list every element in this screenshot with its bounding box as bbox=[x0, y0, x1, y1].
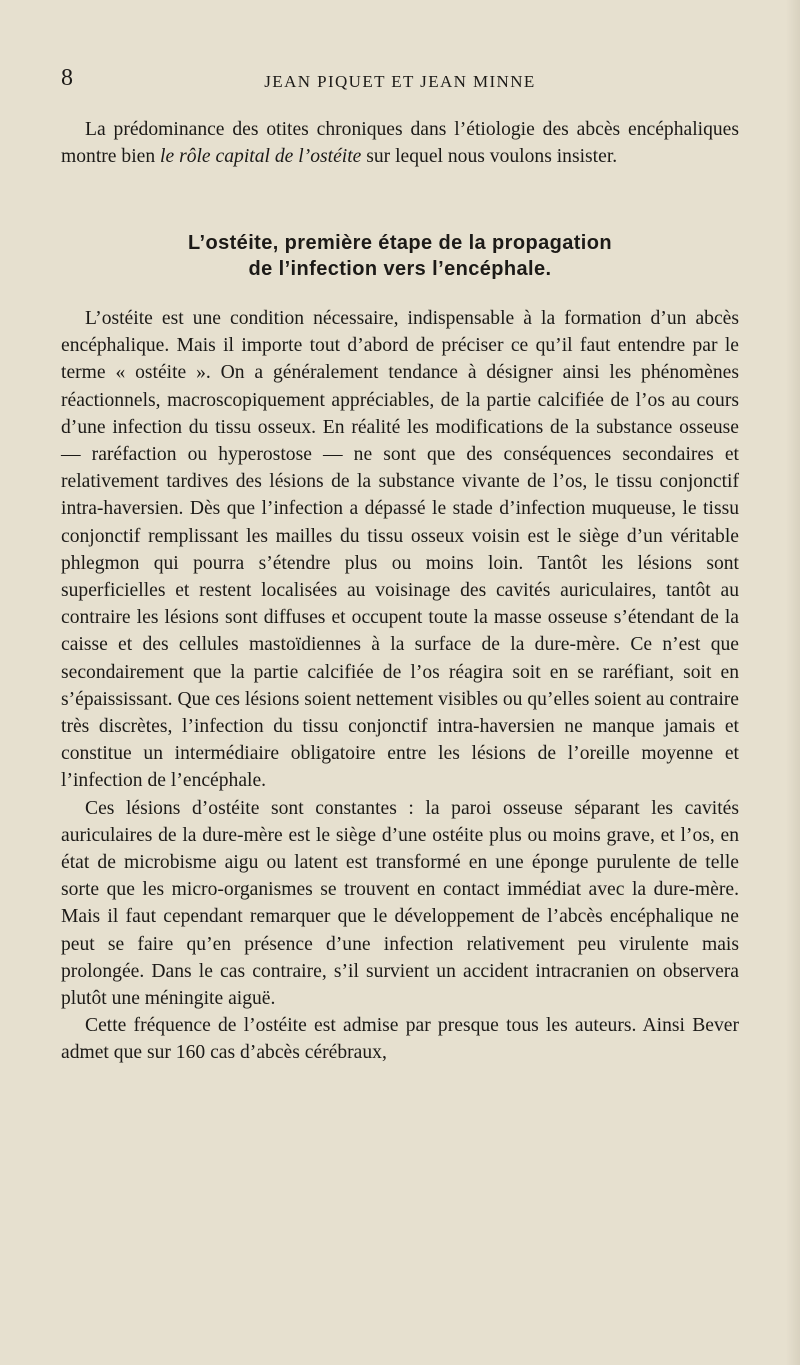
paragraph: Cette fréquence de l’ostéite est admise par presque tous les auteurs. Ainsi Bever admet que sur 160 cas d’abcès cérébraux, bbox=[61, 1015, 739, 1064]
intro-emphasis: le rôle capital de l’ostéite bbox=[160, 146, 362, 168]
section-heading-line-2: de l’infection vers l’encéphale. bbox=[248, 258, 552, 280]
page-number: 8 bbox=[61, 65, 73, 91]
page-edge-shadow bbox=[786, 0, 800, 1365]
intro-text-start: La prédominance des otites chroniques dans l’étiologie des abcès encéphaliques montre bien bbox=[61, 119, 739, 168]
paragraph: L’ostéite est une condition nécessaire, indispensable à la formation d’un abcès encéphalique. Mais il importe tout d’abord de préciser ce qu’il faut entendre par le terme « ostéite ». On a généralement tendance à désigner ainsi les phénomènes réactionnels, macroscopiquement appréciables, de la partie calcifiée de l’os au cours d’une infection du tissu osseux. En réalité les modifications de la substance osseuse — raréfaction ou hyperostose — ne sont que des conséquences secondaires et relativement tardives des lésions de la substance vivante de l’os, le tissu conjonctif intra-haversien. Dès que l’infection a dépassé le stade d’infection muqueuse, le tissu conjonctif remplissant les mailles du tissu osseux voisin est le siège d’un véritable phlegmon qui pourra s’étendre plus ou moins loin. Tantôt les lésions sont superficielles et restent localisées au voisinage des cavités auriculaires, tantôt au contraire les lésions sont diffuses et occupent toute la masse osseuse s’étendant de la caisse et des cellules mastoïdiennes à la surface de la dure-mère. Ce n’est que secondairement que la partie calcifiée de l’os réagira soit en se raréfiant, soit en s’épaississant. Que ces lésions soient nettement visibles ou qu’elles soient au contraire très discrètes, l’infection du tissu conjonctif intra-haversien ne manque jamais et constitue un intermédiaire obligatoire entre les lésions de l’oreille moyenne et l’infection de l’encéphale. bbox=[61, 308, 740, 792]
paragraph: Ces lésions d’ostéite sont constantes : la paroi osseuse séparant les cavités auriculaires de la dure-mère est le siège d’une ostéite plus ou moins grave, et l’os, en état de microbisme aigu ou latent est transformé en une éponge purulente de telle sorte que les micro-organismes se trouvent en contact immédiat avec la dure-mère. Mais il faut cependant remarquer que le développement de l’abcès encéphalique ne peut se faire qu’en présence d’une infection relativement peu virulente mais prolongée. Dans le cas contraire, s’il survient un accident intracranien on observera plutôt une méningite aiguë. bbox=[61, 797, 739, 1010]
intro-text-end: sur lequel nous voulons insister. bbox=[361, 146, 618, 168]
section-heading bbox=[0, 230, 800, 282]
running-head: JEAN PIQUET ET JEAN MINNE bbox=[264, 72, 536, 91]
section-heading-line-1: L’ostéite, première étape de la propagation bbox=[188, 232, 612, 254]
body-text bbox=[61, 305, 739, 1067]
intro-paragraph bbox=[61, 116, 739, 170]
